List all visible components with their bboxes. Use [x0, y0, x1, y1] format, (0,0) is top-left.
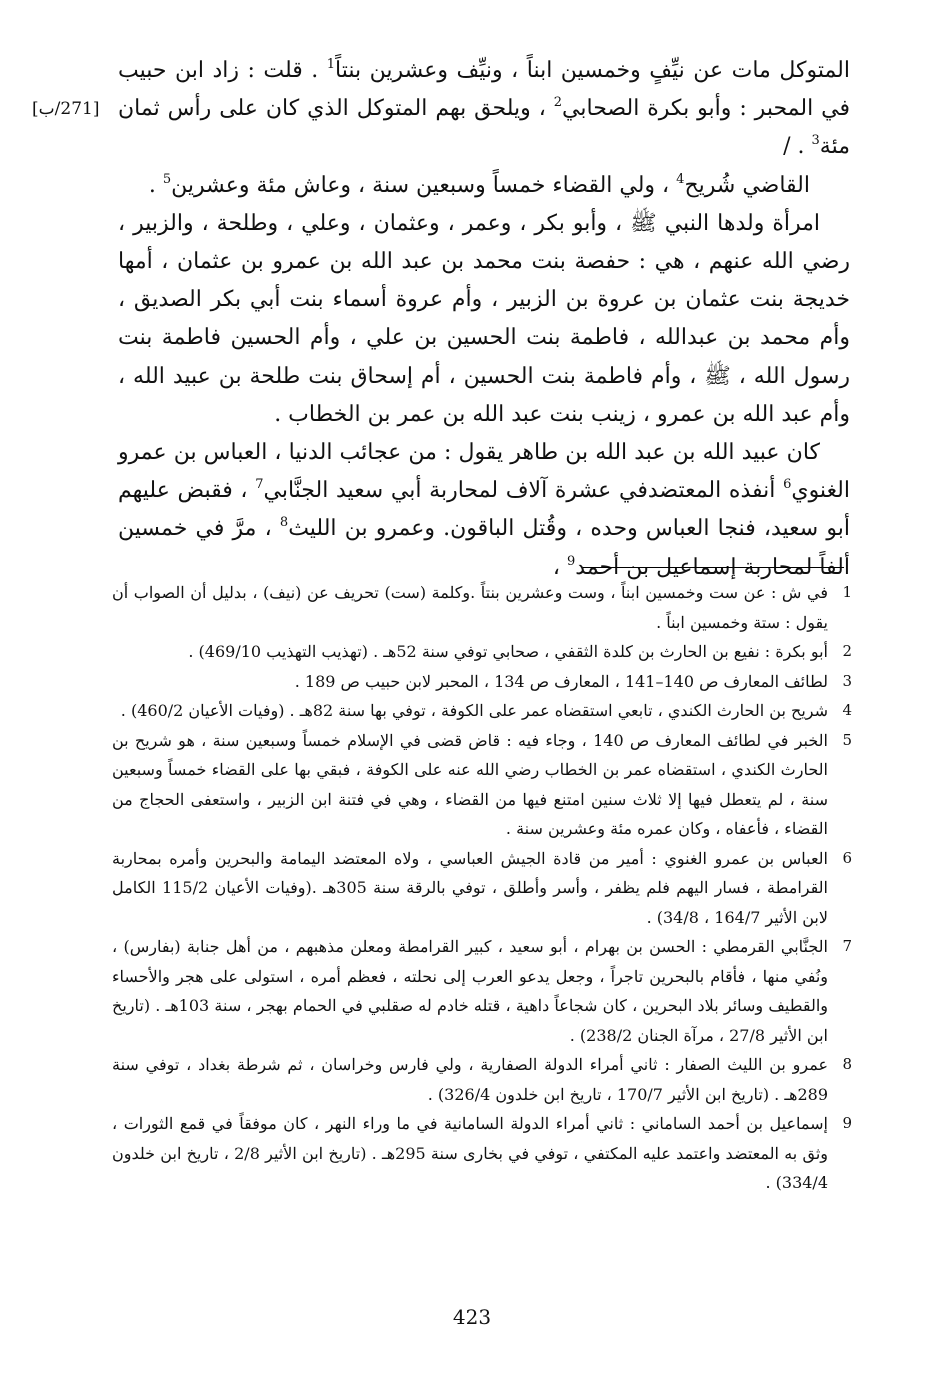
footnote: [112, 844, 852, 933]
footnote-ref[interactable]: 5: [162, 171, 172, 187]
footnote-number: 3: [842, 671, 852, 690]
footnote-number: 7: [842, 937, 852, 955]
footnote-ref[interactable]: 3: [811, 133, 820, 149]
footnote-number: 9: [842, 1114, 852, 1132]
text-run: ، ولي القضاء خمساً وسبعين سنة ، وعاش مئة وعشرين: [171, 172, 677, 198]
footnote-number: 8: [842, 1055, 852, 1073]
page-number: 423: [452, 1305, 492, 1329]
paragraph-4: [118, 434, 850, 587]
footnote-text: عمرو بن الليث الصفار : ثاني أمراء الدولة الصفارية ، ولي فارس وخراسان ، ثم شرطة بغداد ، توفي سنة 289هـ . (تاريخ ابن الأثير 170/7 ، تاريخ ابن خلدون 326/4) .: [112, 1055, 828, 1104]
text-run: أنفذه المعتضدفي عشرة آلاف لمحاربة أبي سعيد الجنَّابي: [263, 478, 784, 504]
footnote-text: في ش : عن ست وخمسين ابناً ، وست وعشرين بنتاً .وكلمة (ست) تحريف عن (نيف) ، بدليل أن الصواب أن يقول : ستة وخمسين ابناً .: [112, 583, 828, 632]
text-run: القاضي شُريح: [684, 172, 810, 198]
footnote-ref[interactable]: 8: [279, 515, 289, 531]
footnote: [112, 696, 852, 726]
text-run: المتوكل مات عن نيِّفٍ وخمسين ابناً ، ونيِّف وعشرين بنتاً: [335, 58, 851, 83]
footnote-number: 4: [842, 701, 852, 719]
footnote: [112, 726, 852, 844]
footnote-text: أبو بكرة : نفيع بن الحارث بن كلدة الثقفي ، صحابي توفي سنة 52هـ . (تهذيب التهذيب 469/10) .: [188, 642, 828, 661]
footnote: [112, 932, 852, 1050]
paragraph-2: [118, 167, 850, 205]
footnote: [112, 578, 852, 637]
footnote-number: 1: [842, 583, 852, 601]
manuscript-folio-reference: [271/ب]: [32, 99, 100, 119]
footnotes: [112, 578, 852, 1198]
text-run: ، مرَّ في خمسين ألفاً لمحاربة إسماعيل بن أحمد: [118, 516, 850, 580]
text-run: كان عبيد الله بن عبد الله بن طاهر يقول : من عجائب الدنيا ، العباس بن عمرو الغنوي: [118, 440, 850, 504]
text-run: . /: [783, 134, 812, 160]
text-run: ، ويلحق بهم المتوكل الذي كان على رأس ثمان مئة: [118, 96, 850, 160]
paragraph-1: [118, 52, 850, 167]
main-text: [118, 52, 850, 587]
footnote-text: إسماعيل بن أحمد الساماني : ثاني أمراء الدولة السامانية في ما وراء النهر ، كان موفقاً في قمع الثورات ، وثق به المعتضد واعتمد عليه المكتفي ، توفي في بخارى سنة 295هـ . (تاريخ ابن الأثير 2/8 ، تاريخ ابن خلدون 334/4) .: [112, 1114, 828, 1192]
footnote-ref[interactable]: 9: [566, 553, 576, 569]
footnote-number: 2: [842, 642, 852, 660]
footnote-text: العباس بن عمرو الغنوي : أمير من قادة الجيش العباسي ، ولاه المعتضد اليمامة والبحرين وأمره بمحاربة القرامطة ، فسار اليهم فلم يظفر ، وأسر وأطلق ، توفي بالرقة سنة 305هـ .(وفيات الأعيان 115/2 الكامل لابن الأثير 164/7 ، 34/8) .: [112, 848, 829, 927]
footnote-number: 6: [842, 848, 852, 867]
footnote: [112, 637, 852, 667]
footnote-ref[interactable]: 1: [326, 57, 336, 72]
footnote-separator: [583, 567, 844, 568]
footnote-text: الخبر في لطائف المعارف ص 140 ، وجاء فيه : قاض قضى في الإسلام خمساً وسبعين سنة ، هو شريح بن الحارث الكندي ، استقضاه عمر بن الخطاب رضي الله عنه على الكوفة ، فبقي بها على القضاء خمساً وسبعين سنة ، لم يتعطل فيها إلا ثلاث سنين امتنع فيها من القضاء ، وهي في فتنة ابن الزبير ، واستعفى الحجاج من القضاء ، فأعفاه ، وكان عمره مئة وعشرين سنة .: [112, 730, 829, 838]
text-run: ،: [552, 554, 567, 580]
footnote-text: الجنَّابي القرمطي : الحسن بن بهرام ، أبو سعيد ، كبير القرامطة ومعلن مذهبهم ، من أهل جنابة (بفارس) ، ونُفي منها ، فأقام بالبحرين تاجراً ، وجعل يدعو العرب إلى نحلته ، فعظم أمره ، استولى على هجر والأحساء والقطيف وسائر بلاد البحرين ، كان شجاعاً داهية ، قتله خادم له صقلبي في الحمام بهجر ، سنة 103هـ . (تاريخ ابن الأثير 27/8 ، مرآة الجنان 238/2) .: [112, 937, 829, 1045]
text-run: .: [148, 172, 163, 198]
footnote-text: لطائف المعارف ص 140–141 ، المعارف ص 134 ، المحبر لابن حبيب ص 189 .: [294, 671, 828, 691]
text-run: ، فقبض عليهم أبو سعيد، فنجا العباس وحده ، وقُتل الباقون. وعمرو بن الليث: [118, 478, 850, 542]
footnote: [112, 667, 852, 697]
paragraph-3: امرأة ولدها النبي ﷺ ، وأبو بكر ، وعمر ، وعثمان ، وعلي ، وطلحة ، والزبير ، رضي الله عنهم ، هي : حفصة بنت محمد بن عبد الله بن عمرو بن عثمان ، أمها خديجة بنت عثمان بن عروة بن الزبير ، وأم عروة أسماء بنت أبي بكر الصديق ، وأم محمد بن عبدالله ، فاطمة بنت الحسين بن علي ، وأم الحسين فاطمة بنت رسول الله ، ﷺ ، وأم فاطمة بنت الحسين ، أم إسحاق بنت طلحة بن عبيد الله ، وأم عبد الله بن عمرو ، زينب بنت عبد الله بن عمر بن الخطاب .: [118, 210, 850, 427]
footnote-text: شريح بن الحارث الكندي ، تابعي استقضاه عمر على الكوفة ، توفي بها سنة 82هـ . (وفيات الأعيان 460/2) .: [120, 701, 828, 720]
footnote: [112, 1050, 852, 1109]
footnote-ref[interactable]: 6: [783, 477, 792, 493]
footnote-ref[interactable]: 4: [676, 171, 685, 187]
footnote: [112, 1109, 852, 1198]
text-run: . قلت : زاد ابن حبيب في المحبر : وأبو بكرة الصحابي: [118, 58, 850, 122]
footnote-ref[interactable]: 2: [553, 95, 563, 111]
footnote-ref[interactable]: 7: [255, 477, 264, 493]
footnote-number: 5: [842, 730, 852, 749]
